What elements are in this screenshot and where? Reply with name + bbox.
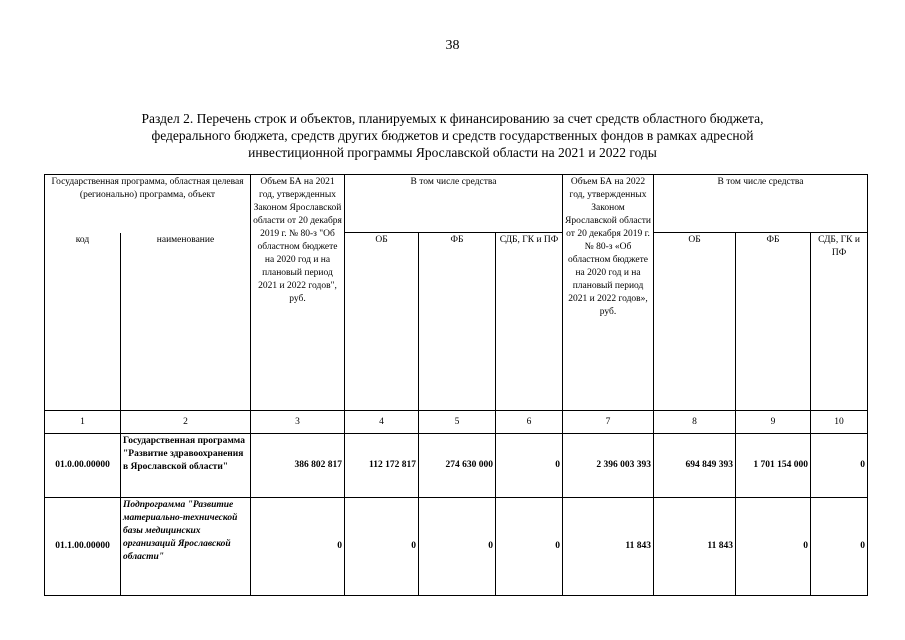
column-number: 6: [496, 411, 563, 434]
header-row-bottom: [45, 233, 868, 411]
header-row-top: [45, 175, 868, 233]
column-number: 10: [811, 411, 868, 434]
row-name: Государственная программа "Развитие здравоохранения в Ярославской области": [121, 434, 251, 498]
table-row: [45, 498, 868, 596]
header-code: код: [45, 233, 121, 411]
column-number: 3: [251, 411, 345, 434]
section-title: [60, 110, 845, 161]
row-ob-2021: 112 172 817: [345, 434, 419, 498]
row-ob-2022: 11 843: [654, 498, 736, 596]
header-including-2021: В том числе средства: [345, 175, 563, 233]
column-number-row: [45, 411, 868, 434]
column-number: 8: [654, 411, 736, 434]
row-volume-2022: 2 396 003 393: [563, 434, 654, 498]
header-including-2022: В том числе средства: [654, 175, 868, 233]
row-name: Подпрограмма "Развитие материально-технической базы медицинских организаций Ярославской области": [121, 498, 251, 596]
row-sdb-2022: 0: [811, 498, 868, 596]
row-code: 01.1.00.00000: [45, 498, 121, 596]
table-row: [45, 434, 868, 498]
column-number: 4: [345, 411, 419, 434]
title-line: федерального бюджета, средств других бюджетов и средств государственных фондов в рамках адресной: [151, 128, 754, 143]
header-ob-2022: ОБ: [654, 233, 736, 411]
row-volume-2022: 11 843: [563, 498, 654, 596]
header-volume-2022: Объем БА на 2022 год, утвержденных Законом Ярославской области от 20 декабря 2019 г. № 80-з «Об областном бюджете на 2020 год и на плановый период 2021 и 2022 годов», руб.: [563, 175, 654, 411]
row-sdb-2021: 0: [496, 434, 563, 498]
column-number: 5: [419, 411, 496, 434]
row-volume-2021: 0: [251, 498, 345, 596]
page-number: 38: [445, 38, 460, 53]
header-name: наименование: [121, 233, 251, 411]
header-sdb-2022: СДБ, ГК и ПФ: [811, 233, 868, 411]
row-volume-2021: 386 802 817: [251, 434, 345, 498]
row-ob-2022: 694 849 393: [654, 434, 736, 498]
column-number: 2: [121, 411, 251, 434]
budget-table: [44, 174, 868, 596]
header-volume-2021: Объем БА на 2021 год, утвержденных Законом Ярославской области от 20 декабря 2019 г. № 80-з "Об областном бюджете на 2020 год и на плановый период 2021 и 2022 годов", руб.: [251, 175, 345, 411]
title-line: Раздел 2. Перечень строк и объектов, планируемых к финансированию за счет средств областного бюджета,: [141, 111, 764, 126]
column-number: 9: [736, 411, 811, 434]
row-fb-2021: 0: [419, 498, 496, 596]
row-fb-2022: 0: [736, 498, 811, 596]
row-ob-2021: 0: [345, 498, 419, 596]
row-fb-2022: 1 701 154 000: [736, 434, 811, 498]
column-number: 1: [45, 411, 121, 434]
header-fb-2021: ФБ: [419, 233, 496, 411]
row-sdb-2021: 0: [496, 498, 563, 596]
row-code: 01.0.00.00000: [45, 434, 121, 498]
header-ob-2021: ОБ: [345, 233, 419, 411]
header-program-group: Государственная программа, областная целевая (регионально) программа, объект: [45, 175, 251, 233]
row-fb-2021: 274 630 000: [419, 434, 496, 498]
column-number: 7: [563, 411, 654, 434]
title-line: инвестиционной программы Ярославской области на 2021 и 2022 годы: [248, 145, 657, 160]
row-sdb-2022: 0: [811, 434, 868, 498]
header-sdb-2021: СДБ, ГК и ПФ: [496, 233, 563, 411]
header-fb-2022: ФБ: [736, 233, 811, 411]
